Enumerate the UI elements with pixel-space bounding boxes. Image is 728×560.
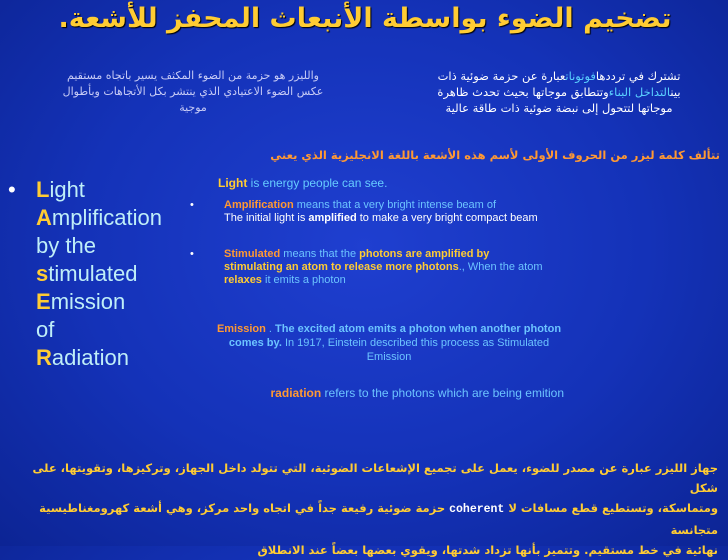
arabic-photon-line-1: تشترك في ترددهافوتوناتعبارة عن حزمة ضوئية ذات	[437, 69, 681, 83]
stimulated-definition: • Stimulated means that the photons are amplified by stimulating an atom to release more photons., When the atom relaxes it emits a photon	[190, 248, 543, 286]
arabic-laser-line-3: موجية	[179, 101, 207, 114]
acronym-word-of: of	[36, 317, 55, 342]
bullet-icon: •	[190, 248, 194, 260]
radiation-definition: radiation refers to the photons which are being emition	[270, 386, 564, 400]
arabic-summary-line-2: ومتماسكة، وتستطيع قطع مسافات لا coherent حزمة ضوئية رفيعة جداً في اتجاه واحد مركز، وهي أشعة كهرومغناطيسية متجانسة	[39, 501, 718, 537]
acronym-word-by-the: by the	[36, 233, 96, 258]
arabic-summary-paragraph	[10, 458, 718, 560]
arabic-laser-line-1: والليزر هو حزمة من الضوء المكثف يسير باتجاه مستقيم	[67, 69, 319, 82]
emission-definition: Emission . The excited atom emits a photon when another photon comes by. In 1917, Einstein described this process as Stimulated Emission	[216, 323, 562, 363]
amplification-definition: • Amplification means that a very bright intense beam of The initial light is amplified to make a very bright compact beam	[190, 199, 538, 224]
acronym-word-emission: Emission	[36, 289, 126, 314]
acronym-word-light: Light	[36, 177, 85, 202]
arabic-laser-paragraph	[8, 68, 378, 116]
light-definition: Light is energy people can see.	[218, 176, 388, 190]
arabic-photon-line-3: موجاتها لتتحول إلى نبضة ضوئية ذات طاقة عالية	[445, 101, 673, 115]
acronym-word-radiation: Radiation	[36, 345, 129, 370]
bullet-icon: •	[190, 199, 194, 211]
acronym-word-stimulated: stimulated	[36, 261, 138, 286]
arabic-photon-paragraph	[400, 68, 718, 116]
arabic-acronym-intro: تتألف كلمة ليزر من الحروف الأولى لأسم هذه الأشعة باللغة الانجليزية الذي يعني	[270, 148, 720, 162]
acronym-word-amplification: Amplification	[36, 205, 162, 230]
arabic-laser-line-2: عكس الضوء الاعتيادي الذي ينتشر بكل الأتجاهات وبأطوال	[62, 85, 324, 98]
page-title: تضخيم الضوء بواسطة الأنبعاث المحفز للأشعة.	[58, 3, 672, 34]
arabic-summary-line-3: نهائية في خط مستقيم. وتتميز بأنها تزداد شدتها، ويقوي بعضها بعضاً عند الانطلاق	[257, 543, 718, 557]
arabic-summary-line-1: جهاز الليزر عبارة عن مصدر للضوء، يعمل على تجميع الإشعاعات الضوئية، التي تتولد داخل الجهاز، وتركيزها، وتقويتها، على شكل	[32, 461, 718, 495]
arabic-photon-line-2: بينالتداخل البناءوتتطابق موجاتها بحيث تحدث ظاهرة	[437, 85, 681, 99]
bullet-icon: •	[8, 177, 16, 202]
